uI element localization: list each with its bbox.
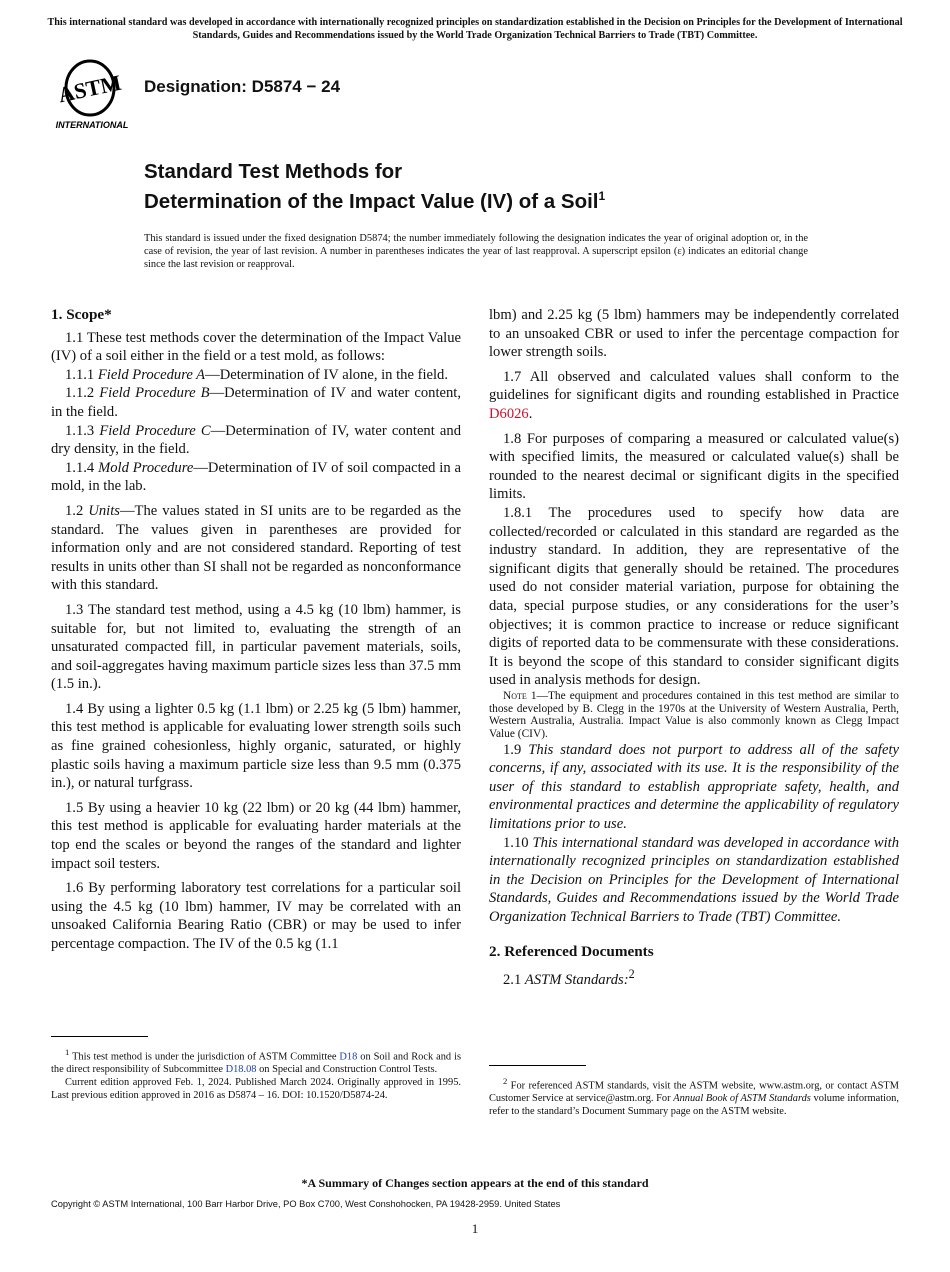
- paragraph-1-8: 1.8 For purposes of comparing a measured or calculated value(s) with specified limits, the measured or calculated value(s) shall be rounded to the nearest decimal or significant digits in the specified limits.: [489, 430, 899, 503]
- paragraph-1-6-continued: lbm) and 2.25 kg (5 lbm) hammers may be independently correlated to an unsoaked CBR or used to infer the percentage compaction for lower strength soils.: [489, 307, 899, 361]
- paragraph-1-2: 1.2 Units—The values stated in SI units are to be regarded as the standard. The values given in parentheses are provided for information only and are not considered standard. Reporting of test results in units other than SI shall not be regarded as nonconformance with this standard.: [51, 502, 461, 594]
- page-title: [144, 159, 605, 214]
- paragraph-1-4: 1.4 By using a lighter 0.5 kg (1.1 lbm) or 2.25 kg (5 lbm) hammer, this test method is applicable for evaluating lower strength soils such as fine grained cohesionless, highly organic, saturated, or highly plastic soils having a maximum particle size less than 9.5 mm (0.375 in.), or natural turfgrass.: [51, 700, 461, 792]
- page-number: 1: [471, 1221, 479, 1236]
- paragraph-1-10: 1.10 This international standard was developed in accordance with internationally recognized principles on standardization established in the Decision on Principles for the Development of International Standards, Guides and Recommendations issued by the World Trade Organization Technical Barriers to Trade (TBT) Committee.: [489, 834, 899, 926]
- paragraph-1-3: 1.3 The standard test method, using a 4.5 kg (10 lbm) hammer, is suitable for, but not limited to, evaluating the strength of an unsaturated compacted fill, in particular pavement materials, soils, and soil-aggregates having maximum particle sizes less than 37.5 mm (1.5 in.).: [51, 601, 461, 693]
- astm-logo: [52, 56, 136, 132]
- logo-subtext: INTERNATIONAL: [55, 120, 129, 130]
- designation: Designation: D5874 − 24: [144, 77, 341, 96]
- section-1-heading: 1. Scope*: [51, 306, 112, 323]
- paragraph-1-6: 1.6 By performing laboratory test correlations for a particular soil using the 4.5 kg (10 lbm) hammer, IV may be correlated with an unsoaked California Bearing Ratio (CBR) or may be used to infer percentage compaction. The IV of the 0.5 kg (1.1: [51, 880, 461, 952]
- summary-of-changes-note: *A Summary of Changes section appears at the end of this standard: [301, 1176, 649, 1190]
- left-column: [51, 306, 461, 954]
- paragraph-1-1-1: 1.1.1 Field Procedure A—Determination of IV alone, in the field.: [65, 366, 449, 383]
- paragraph-1-9: 1.9 This standard does not purport to address all of the safety concerns, if any, associated with its use. It is the responsibility of the user of this standard to establish appropriate safety, health, and environmental practices and determine the applicability of regulatory limitations prior to use.: [489, 741, 899, 833]
- footnote-divider-left: [51, 1036, 148, 1037]
- right-column: [489, 306, 899, 990]
- footnote-2: $^2$ For referenced ASTM standards, visit the ASTM website, www.astm.org, or contact ASTM Customer Service at service@astm.org. For Annual Book of ASTM Standards volume information, refer to the standard’s Document Summary page on the ASTM website.: [489, 1076, 899, 1117]
- link-d18[interactable]: D18: [339, 1051, 358, 1063]
- link-d6026[interactable]: D6026: [489, 405, 529, 422]
- paragraph-2-1: 2.1 ASTM Standards:$^2$: [503, 967, 635, 989]
- paragraph-1-7: 1.7 All observed and calculated values shall conform to the guidelines for significant digits and rounding established in Practice D6026.: [489, 368, 899, 422]
- title-line-1: Standard Test Methods for: [144, 160, 403, 183]
- logo-text: ASTM: [56, 69, 124, 108]
- footnote-divider-right: [489, 1065, 586, 1066]
- paragraph-1-1-2: 1.1.2 Field Procedure B—Determination of IV and water content, in the field.: [51, 385, 461, 420]
- title-line-2: Determination of the Impact Value (IV) of a Soil: [144, 189, 599, 213]
- issuance-statement: This standard is issued under the fixed designation D5874; the number immediately following the designation indicates the year of original adoption or, in the case of revision, the year of last revision. A number in parentheses indicates the year of last reapproval. A superscript epsilon (ε) indicates an editorial change since the last revision or reapproval.: [144, 233, 808, 271]
- paragraph-1-8-1: 1.8.1 The procedures used to specify how data are collected/recorded or calculated in this standard are regarded as the industry standard. In addition, they are representative of the significant digits that generally should be retained. The procedures used do not consider material variation, purpose for obtaining the data, special purpose studies, or any considerations for the user’s objectives; it is common practice to increase or reduce significant digits of reported data to be commensurate with these considerations. It is beyond the scope of this standard to consider significant digits used in analysis methods for design.: [489, 504, 899, 689]
- footnote-1: $^1$ This test method is under the jurisdiction of ASTM Committee D18 on Soil and Rock and is the direct responsibility of Subcommittee D18.08 on Special and Construction Control Tests. Current edition approved Feb. 1, 2024. Published March 2024. Originally approved in 1995. Last previous edition approved in 2016 as D5874 – 16. DOI: 10.1520/D5874-24.: [51, 1047, 461, 1101]
- title-footnote-mark: 1: [598, 189, 606, 203]
- paragraph-1-1-4: 1.1.4 Mold Procedure—Determination of IV of soil compacted in a mold, in the lab.: [51, 459, 462, 495]
- link-d18-08[interactable]: D18.08: [225, 1064, 257, 1076]
- paragraph-1-5: 1.5 By using a heavier 10 kg (22 lbm) or 20 kg (44 lbm) hammer, this test method is applicable for evaluating harder materials at the top end the scales or beyond the ranges of the standard and lighter impact soil testers.: [51, 799, 461, 872]
- paragraph-1-1-3: 1.1.3 Field Procedure C—Determination of IV, water content and dry density, in the field.: [51, 422, 461, 458]
- note-1: Note 1—The equipment and procedures contained in this test method are similar to those developed by B. Clegg in the 1970s at the University of Western Australia, Perth, Western Australia, Australia. Impact Value is also commonly known as Clegg Impact Value (CIV).: [489, 689, 899, 740]
- section-2-heading: 2. Referenced Documents: [489, 942, 654, 960]
- paragraph-1-1: 1.1 These test methods cover the determination of the Impact Value (IV) of a soil either in the field or a test mold, as follows:: [51, 329, 461, 365]
- edition-info: Current edition approved Feb. 1, 2024. Published March 2024. Originally approved in 1995. Last previous edition approved in 2016 as D5874 – 16. DOI: 10.1520/D5874-24.: [51, 1076, 461, 1101]
- copyright: Copyright © ASTM International, 100 Barr Harbor Drive, PO Box C700, West Conshohocken, PA 19428-2959. United States: [51, 1199, 561, 1209]
- top-notice: This international standard was developed in accordance with internationally recognized principles on standardization established in the Decision on Principles for the Development of International Standards, Guides and Recommendations issued by the World Trade Organization Technical Barriers to Trade (TBT) Committee.: [47, 17, 903, 41]
